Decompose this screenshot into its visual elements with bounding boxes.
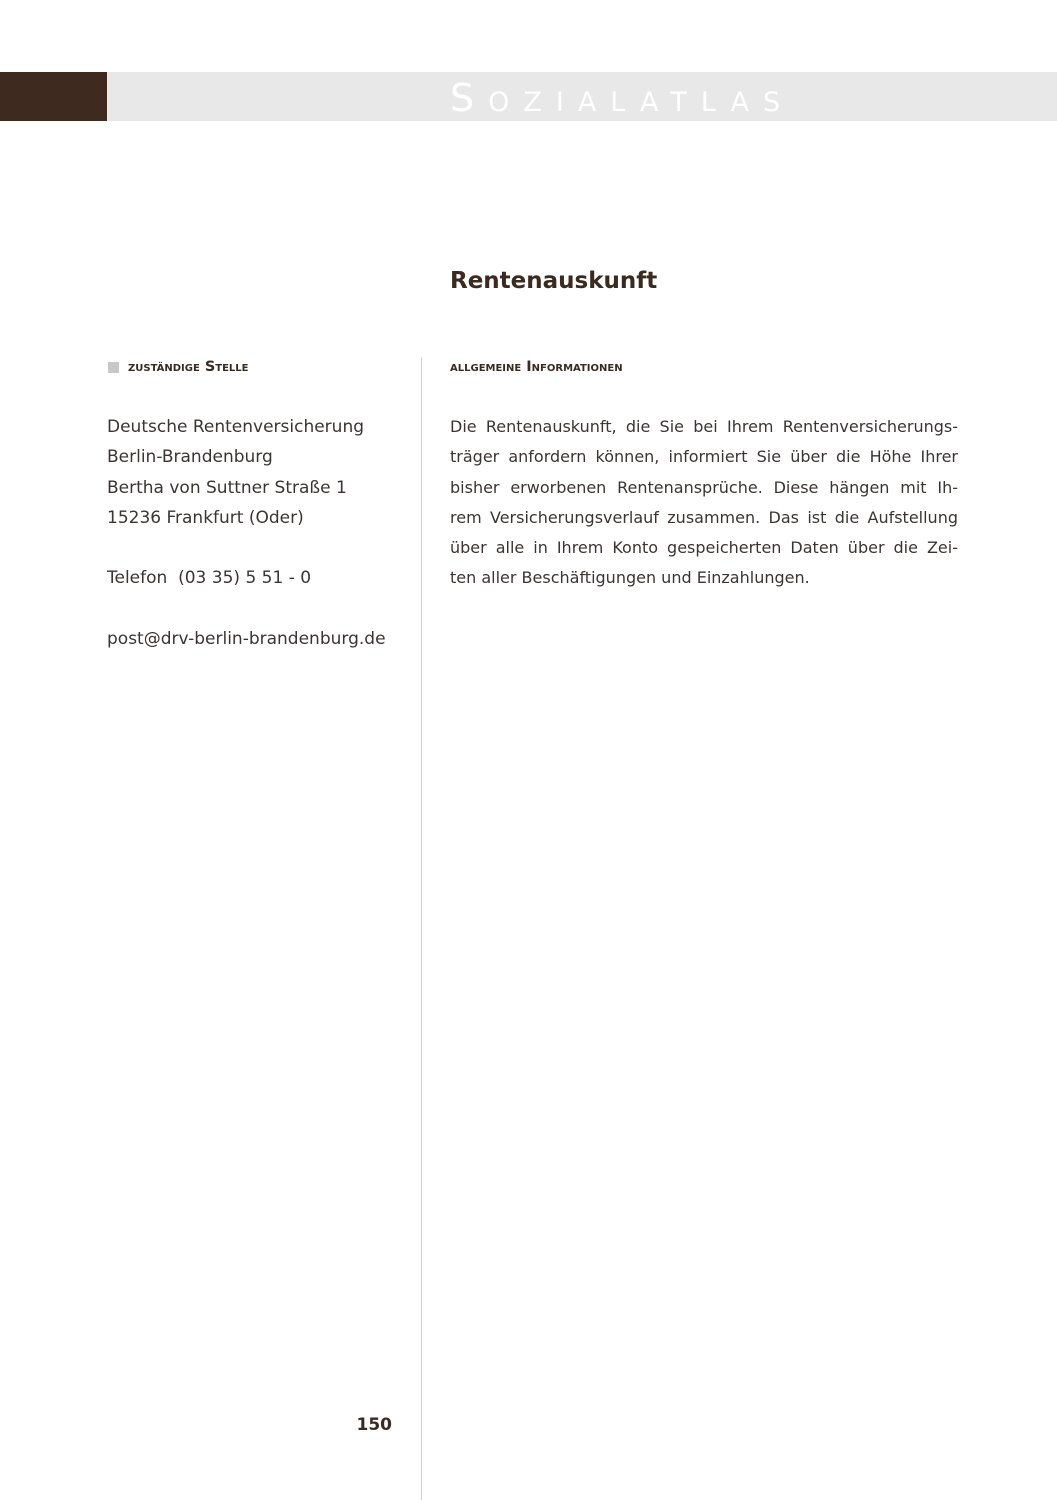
phone-number: Telefon (03 35) 5 51 - 0 [107,568,312,589]
address-line: Bertha von Suttner Straße 1 [107,477,347,498]
column-divider [421,357,422,1500]
info-text-line: träger anfordern können, informiert Sie über die Höhe Ihrer [450,447,958,467]
address-block [107,412,417,654]
page-title: Rentenauskunft [450,268,658,294]
info-text-line: Die Rentenauskunft, die Sie bei Ihrem Rentenversicherungs- [450,417,958,436]
square-bullet-icon [108,362,119,373]
info-text-line: rem Versicherungsverlauf zusammen. Das ist die Aufstellung [450,507,958,527]
page-number: 150 [356,1415,392,1435]
address-line: Deutsche Rentenversicherung [107,417,365,437]
info-text-line: über alle in Ihrem Konto gespeicherten Daten über die Zei- [450,538,958,558]
address-line: 15236 Frankfurt (Oder) [107,507,304,528]
address-line: Berlin-Brandenburg [107,447,273,468]
section-label-general-info: allgemeine Informationen [450,359,623,375]
info-text-line: ten aller Beschäftigungen und Einzahlungen. [450,568,810,588]
info-text-line: bisher erworbenen Rentenansprüche. Diese hängen mit Ih- [450,477,958,497]
section-label-responsible-office: zuständige Stelle [128,359,249,375]
header-title: Sozialatlas [450,76,795,120]
email-address: post@drv-berlin-brandenburg.de [107,629,386,650]
general-info-text [450,412,958,594]
header-accent-block [0,72,107,121]
